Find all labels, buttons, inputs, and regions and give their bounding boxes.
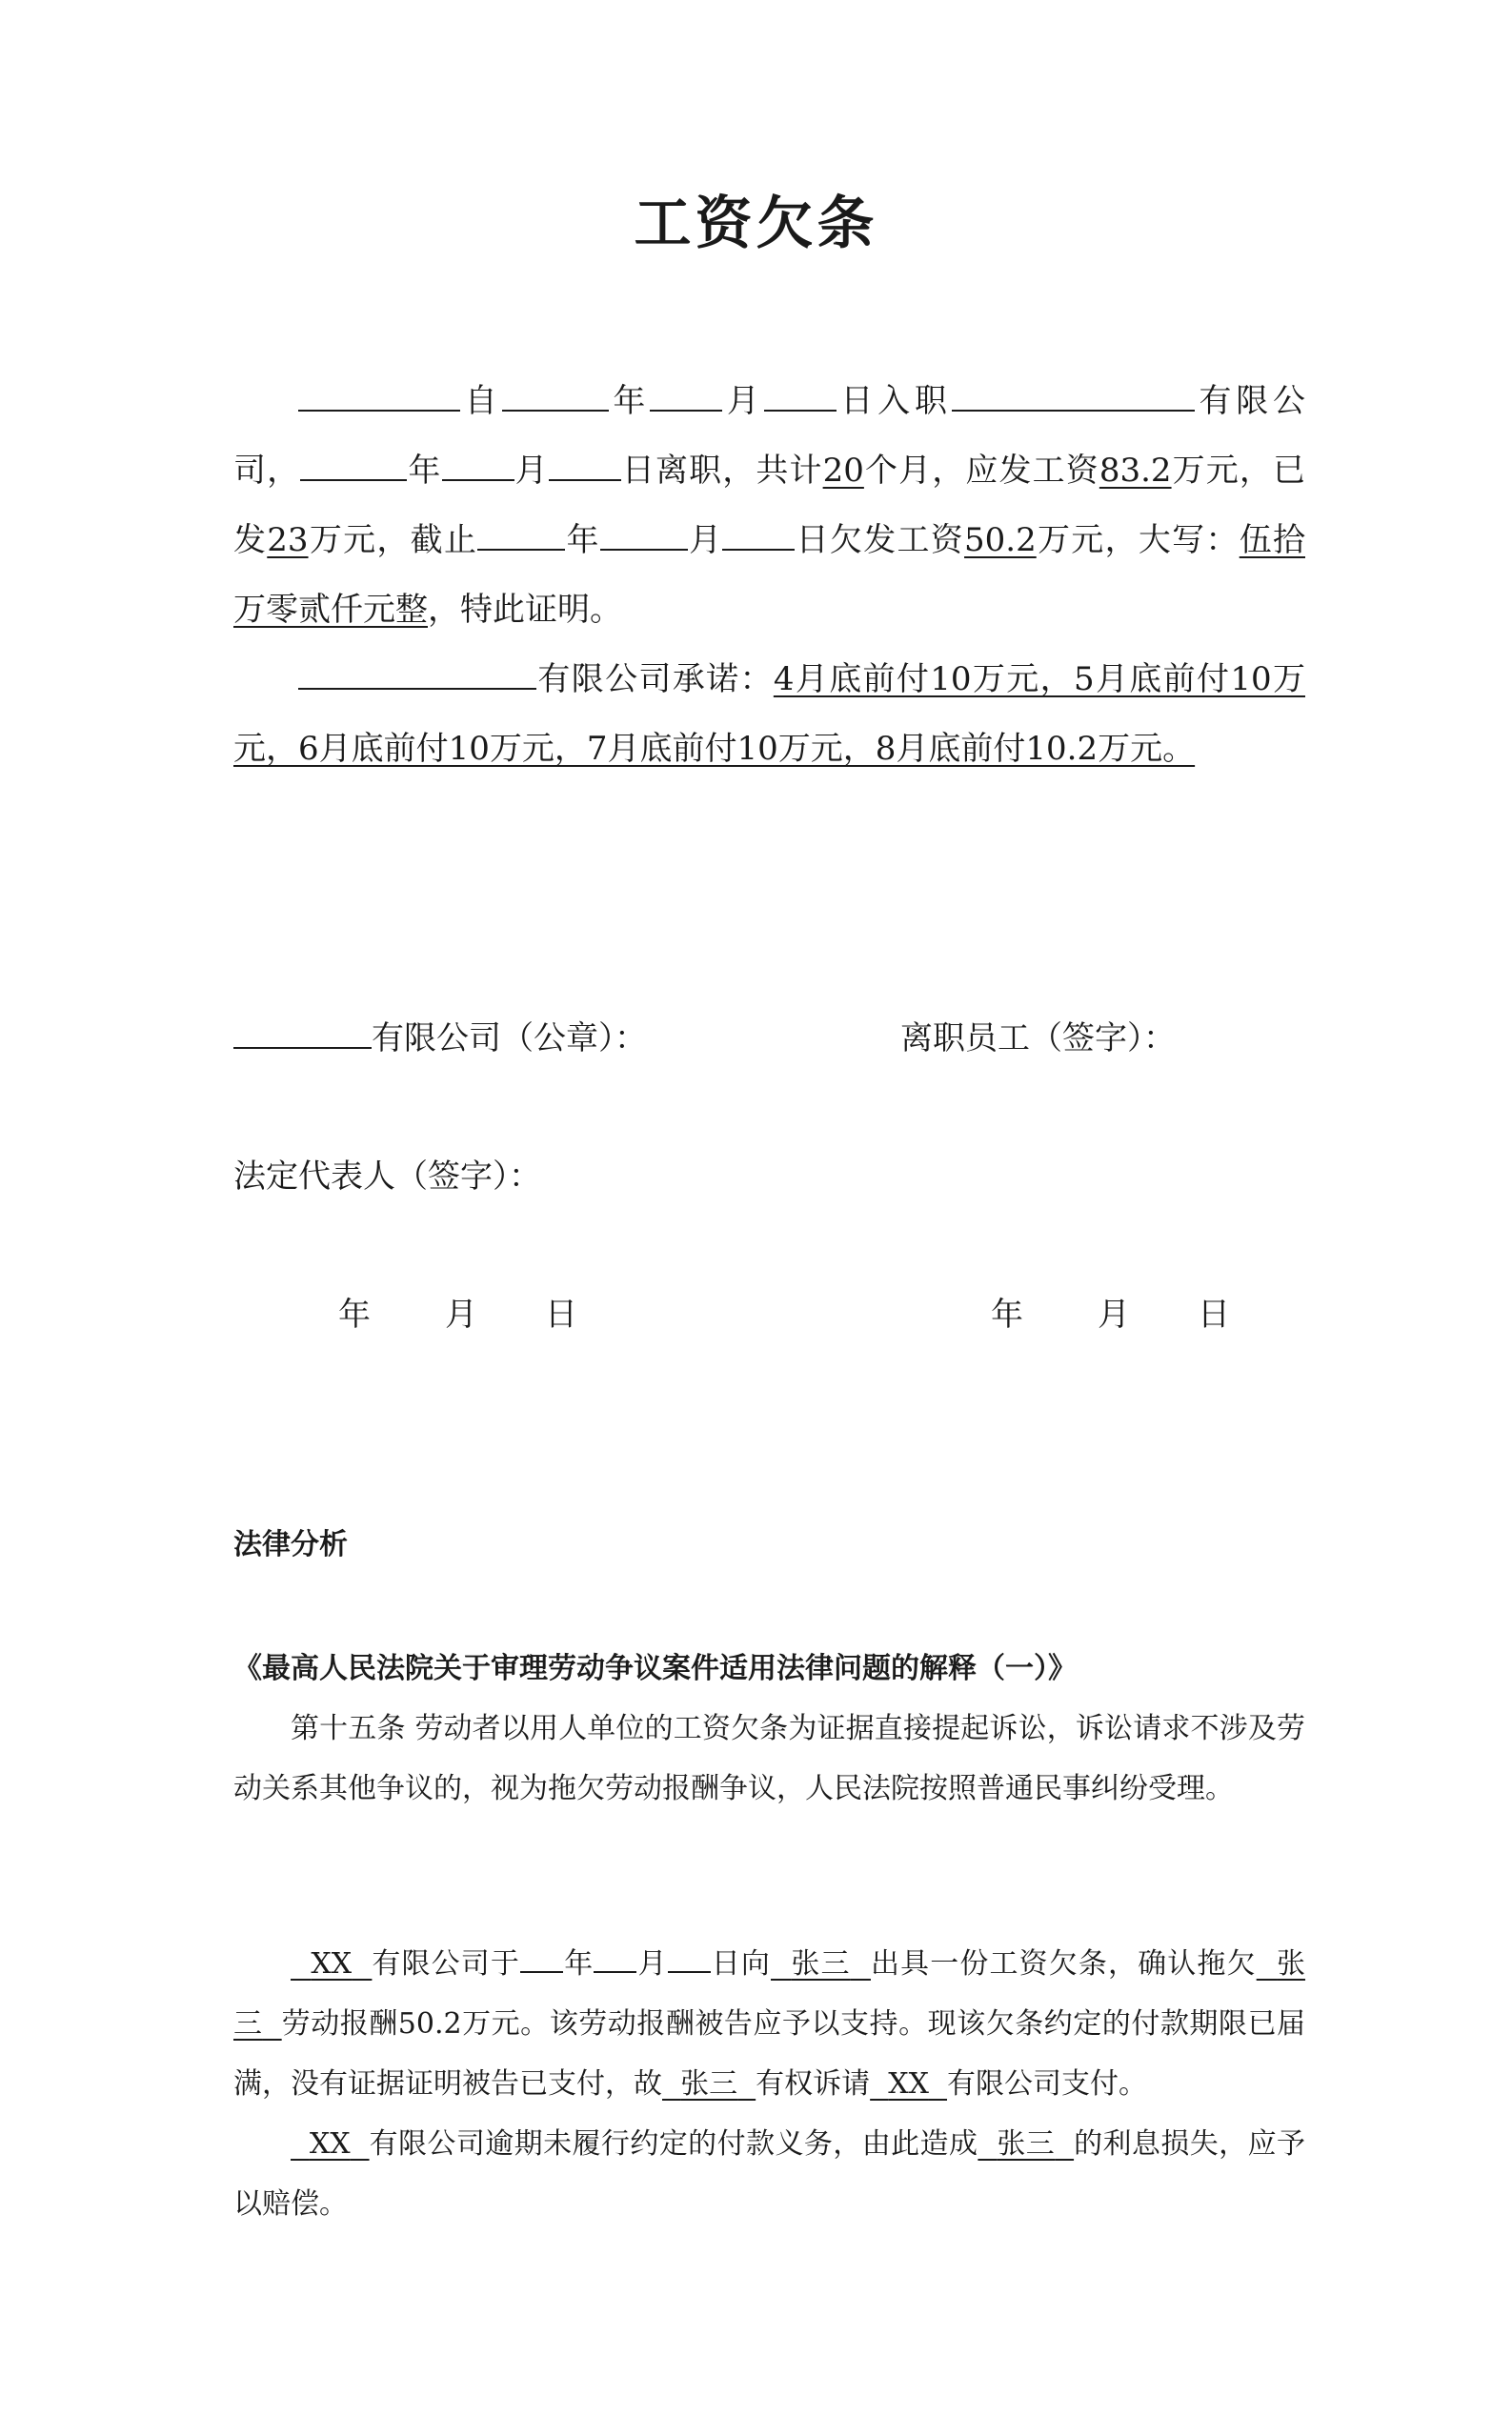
case-company-2: XX: [888, 2067, 929, 2101]
case-employee: 张三: [791, 1947, 851, 1981]
company-date-line: [338, 1291, 577, 1339]
iou-paragraph: 自 年 月 日入职 有限公司， 年 月 日离职，共计20个月，应发工资83.2万元，已发23万元，截止 年 月 日欠发工资50.2万元，大写：伍拾万零贰仟元整，特此证明。: [233, 382, 1306, 629]
start-year-blank[interactable]: [502, 410, 609, 412]
cutoff-year-blank[interactable]: [477, 549, 565, 551]
case2-employee: 张三: [997, 2127, 1056, 2161]
case2-company: XX: [309, 2127, 351, 2161]
promise-company-blank[interactable]: [298, 688, 536, 690]
promise-schedule: 4月底前付10万元，5月底前付10万元，6月底前付10万元，7月底前付10万元，8月底前付10.2万元。: [233, 660, 1305, 768]
cutoff-day-blank[interactable]: [722, 549, 795, 551]
law-section: [233, 1639, 1305, 1819]
leave-year-blank[interactable]: [300, 479, 407, 481]
company-date-day: 日: [545, 1296, 577, 1334]
company-date-year: 年: [338, 1296, 371, 1334]
employee-sign-line: 离职员工（签字）：: [900, 1019, 1176, 1057]
employee-date-year: 年: [991, 1296, 1023, 1334]
case-paragraph-1: XX 有限公司于 年 月 日向 张三 出具一份工资欠条，确认拖欠 张三 劳动报酬50.2万元。该劳动报酬被告应予以支持。现该欠条约定的付款期限已届满，没有证据证明被告已支付，故 张三 有权诉请 XX 有限公司支付。: [233, 1947, 1306, 2101]
leave-month-blank[interactable]: [442, 479, 514, 481]
total-salary-value: 83.2: [1099, 452, 1172, 490]
employee-date-line: [991, 1291, 1230, 1339]
case-company: XX: [311, 1947, 353, 1981]
company-seal-line: 有限公司（公章）：: [233, 1015, 647, 1062]
owed-value: 50.2: [964, 521, 1037, 559]
case-year-blank[interactable]: [520, 1971, 563, 1973]
case-analysis: [233, 1934, 1305, 2234]
seal-company-blank[interactable]: [233, 1047, 372, 1049]
company-date-month: 月: [445, 1296, 477, 1334]
case-paragraph-2: XX 有限公司逾期未履行约定的付款义务，由此造成 张三 的利息损失，应予以赔偿。: [233, 2127, 1306, 2221]
leave-day-blank[interactable]: [549, 479, 621, 481]
document-title: 工资欠条: [634, 191, 878, 257]
paid-value: 23: [267, 521, 309, 559]
promise-paragraph: 有限公司承诺：4月底前付10万元，5月底前付10万元，6月底前付10万元，7月底前付10万元，8月底前付10.2万元。: [233, 660, 1305, 768]
case-employee-3: 张三: [680, 2067, 738, 2101]
employee-date-day: 日: [1198, 1296, 1230, 1334]
employee-name-blank[interactable]: [298, 410, 460, 412]
cutoff-month-blank[interactable]: [600, 549, 688, 551]
employee-date-month: 月: [1098, 1296, 1130, 1334]
case-employee-2: 张三: [233, 1947, 1306, 2041]
iou-body: [233, 367, 1305, 784]
months-value: 20: [822, 452, 864, 490]
case-month-blank[interactable]: [594, 1971, 636, 1973]
legal-analysis: [233, 1515, 1305, 1575]
legal-rep-line: 法定代表人（签字）：: [233, 1158, 541, 1196]
analysis-heading: 法律分析: [233, 1528, 348, 1561]
start-month-blank[interactable]: [650, 410, 722, 412]
owed-capital-value: 伍拾万零贰仟元整: [233, 521, 1305, 629]
law-title: 《最高人民法院关于审理劳动争议案件适用法律问题的解释（一）》: [233, 1652, 1077, 1685]
company-name-blank[interactable]: [952, 410, 1195, 412]
case-day-blank[interactable]: [668, 1971, 711, 1973]
start-day-blank[interactable]: [764, 410, 837, 412]
law-article: 第十五条 劳动者以用人单位的工资欠条为证据直接提起诉讼，诉讼请求不涉及劳动关系其他争议的，视为拖欠劳动报酬争议，人民法院按照普通民事纠纷受理。: [233, 1712, 1305, 1805]
